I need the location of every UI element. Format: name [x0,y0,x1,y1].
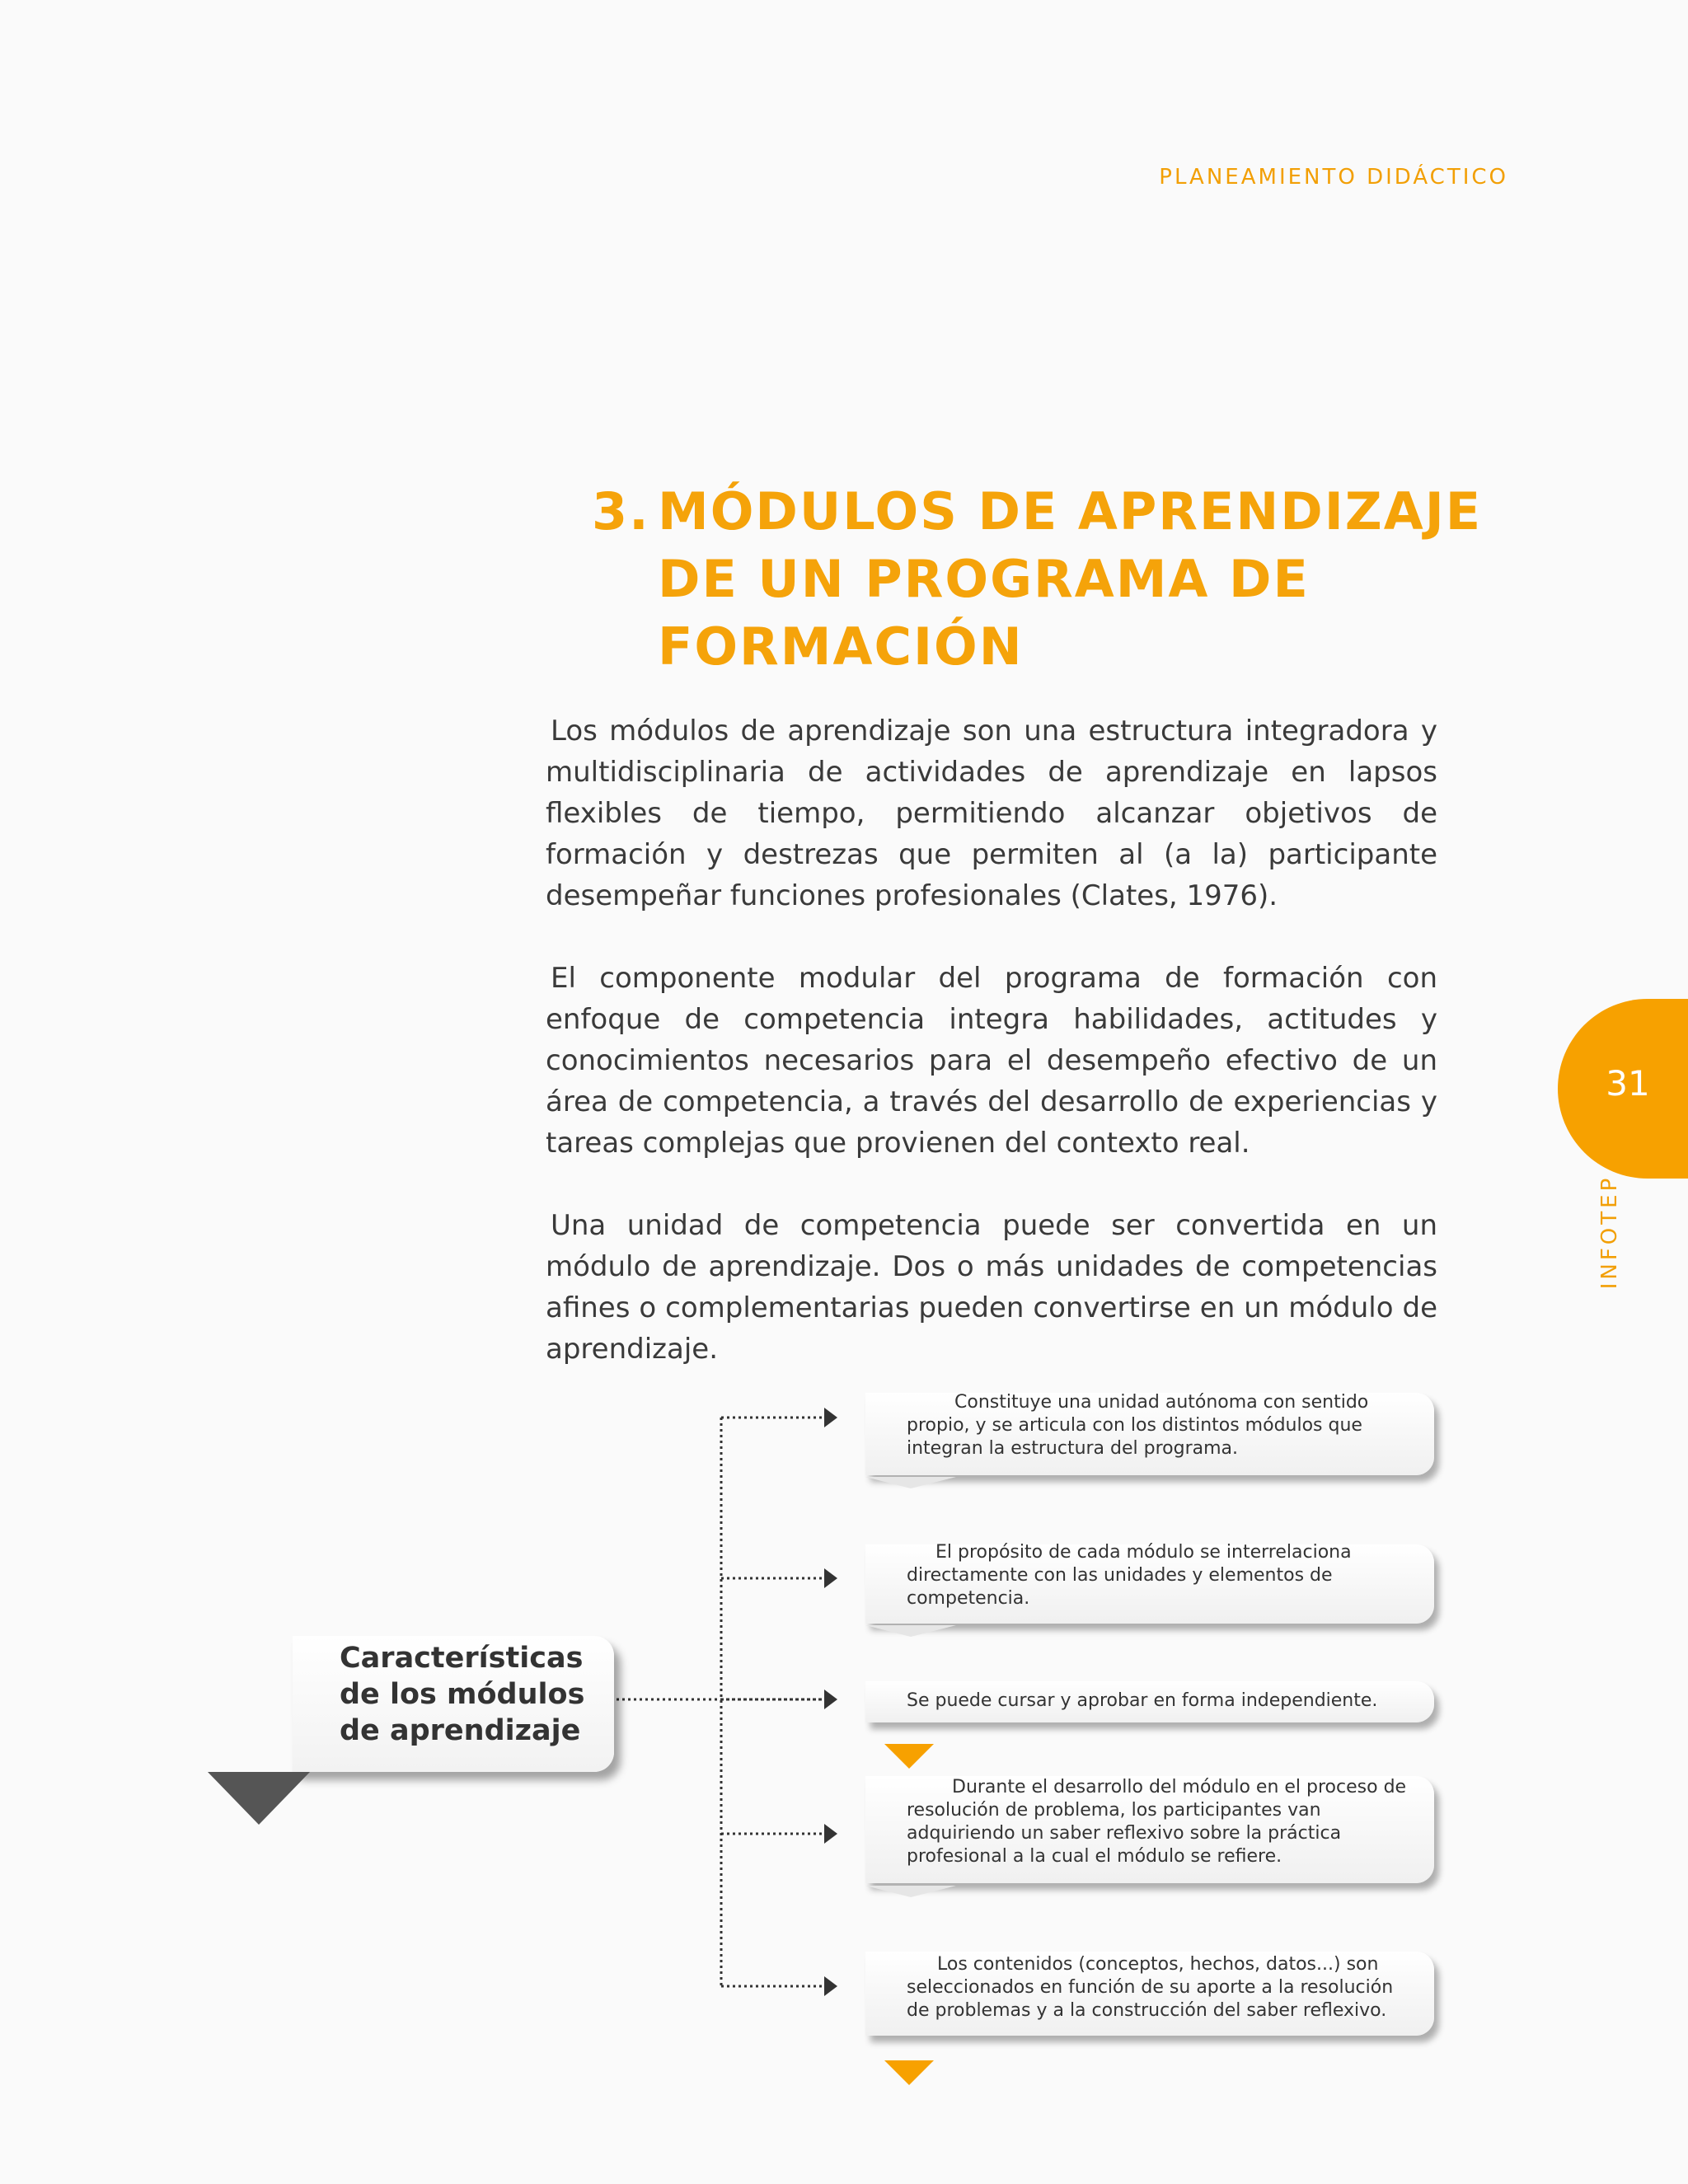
paragraph-text: El componente modular del programa de formación con enfoque de competencia integra habilidades, actitudes y conocimientos necesarios para el desempeño efectivo de un área de competencia, a través del desarrollo de experiencias y tareas complejas que provienen del contexto real. [546,962,1437,1160]
arrow-head-icon [824,1568,837,1588]
arrow-head-icon [824,1408,837,1427]
main-wedge-icon [208,1772,310,1825]
item-text-1: Constituye una unidad autónoma con sentido propio, y se articula con los distintos módulos que integran la estructura del programa. [907,1392,1369,1459]
item-text-5: Los contenidos (conceptos, hechos, datos...) son seleccionados en función de su aporte a la resolución de problemas y a la construcción del saber reflexivo. [907,1954,1394,2021]
wedge-orange-icon [884,1744,934,1769]
page-number: 31 [1606,1063,1650,1104]
paragraph-text: Una unidad de competencia puede ser convertida en un módulo de aprendizaje. Dos o más unidades de competencias afines o complementarias pueden convertirse en un módulo de aprendizaje. [546,1209,1437,1366]
item-text-4: Durante el desarrollo del módulo en el proceso de resolución de problema, los participantes van adquiriendo un saber reflexivo sobre la práctica profesional a la cual el módulo se refiere. [907,1777,1407,1867]
wedge-orange-icon [884,2060,934,2085]
arrow-head-icon [824,1976,837,1996]
main-label: Características de los módulos de aprendizaje [340,1642,585,1747]
section-number: 3. [592,481,650,541]
title-line-2: DE UN PROGRAMA DE [658,549,1310,609]
wedge-icon [865,1477,956,1488]
item-text-3: Se puede cursar y aprobar en forma independiente. [907,1690,1378,1711]
arrow-head-icon [824,1690,837,1709]
title-line-3: FORMACIÓN [658,616,1024,677]
running-header: PLANEAMIENTO DIDÁCTICO [1159,165,1508,190]
title-line-1: MÓDULOS DE APRENDIZAJE [658,481,1483,541]
brand-label: INFOTEP [1597,1174,1622,1290]
paragraph-text: Los módulos de aprendizaje son una estructura integradora y multidisciplinaria de actividades de aprendizaje en lapsos flexibles de tiempo, permitiendo alcanzar objetivos de formación y destrezas que permiten al (a la) participante desempeñar funciones profesionales (Clates, 1976). [546,715,1437,912]
arrow-head-icon [824,1824,837,1844]
item-text-2: El propósito de cada módulo se interrelaciona directamente con las unidades y elementos de competencia. [907,1542,1352,1609]
wedge-icon [865,1886,956,1897]
wedge-icon [865,1625,956,1637]
